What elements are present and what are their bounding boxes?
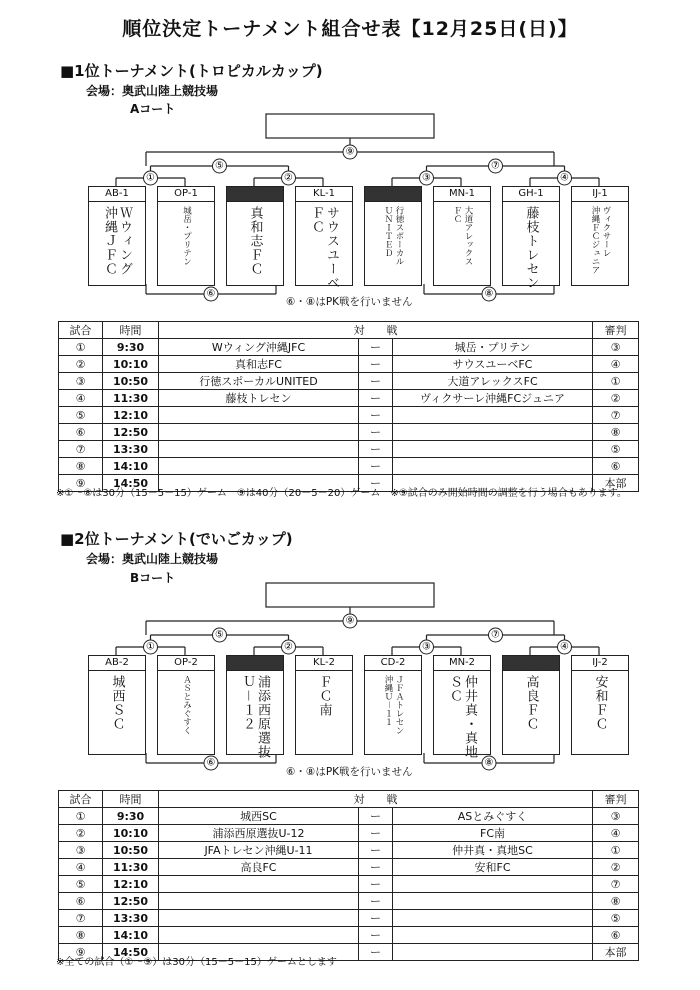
t2-cell-vs: ー [359, 876, 393, 893]
t1-cell-match-no: ② [59, 356, 103, 373]
t1-cell-referee: ④ [593, 356, 639, 373]
t1-note: ※①～⑧は30分（15－5－15）ゲーム ⑨は40分（20－5－20）ゲーム ※⑨試合のみ開始時間の調整を行う場合もあります。 [56, 488, 627, 499]
t1-label-4: ④ [560, 172, 569, 184]
t1-cell-match-no: ⑧ [59, 458, 103, 475]
t1-table-row [59, 339, 639, 356]
t2-cell-team-a [159, 893, 359, 910]
t1-team-box-2 [157, 186, 215, 286]
t2-schedule-table [58, 790, 639, 961]
t2-team-name-7: 高良ＦＣ [523, 675, 539, 731]
t2-col-ref: 審判 [593, 791, 639, 808]
t1-table-row [59, 373, 639, 390]
t1-team-box-4 [295, 186, 353, 290]
t1-col-time: 時間 [103, 322, 159, 339]
t1-cell-team-b [393, 458, 593, 475]
t1-cell-team-a: 真和志FC [159, 356, 359, 373]
t2-team-box-3 [226, 655, 284, 759]
t2-label-4: ④ [560, 641, 569, 653]
t1-table-row [59, 390, 639, 407]
t2-cell-match-no: ⑧ [59, 927, 103, 944]
t2-cell-vs: ー [359, 842, 393, 859]
t1-cell-team-a: Wウィング沖縄JFC [159, 339, 359, 356]
t2-cell-referee: ⑥ [593, 927, 639, 944]
t1-cell-referee: ⑥ [593, 458, 639, 475]
t2-col-no: 試合 [59, 791, 103, 808]
t2-venue: 会場：奥武山陸上競技場 [86, 552, 219, 566]
t2-cell-vs: ー [359, 927, 393, 944]
t1-cell-vs: ー [359, 424, 393, 441]
t1-cell-time: 11:30 [103, 390, 159, 407]
t1-label-6-num: ⑥ [206, 288, 216, 300]
t1-table-row [59, 441, 639, 458]
t2-cell-team-a: 浦添西原選抜U-12 [159, 825, 359, 842]
t1-cell-team-b [393, 441, 593, 458]
t1-team-box-8 [571, 186, 629, 286]
t2-pk-note: ⑥・⑧はPK戦を行いません [286, 766, 413, 778]
t1-team-code-6: MN-1 [434, 187, 490, 202]
t1-cell-match-no: ④ [59, 390, 103, 407]
t2-cell-time: 10:10 [103, 825, 159, 842]
t2-team-name-1: 城西ＳＣ [109, 675, 125, 731]
t1-table-row [59, 407, 639, 424]
t1-team-code-2: OP-1 [158, 187, 214, 202]
t2-cell-team-a [159, 927, 359, 944]
t1-cell-time: 14:50 [103, 475, 159, 492]
t2-table-header [59, 791, 639, 808]
t1-cell-time: 12:50 [103, 424, 159, 441]
page-title: 順位決定トーナメント組合せ表【12月25日(日)】 [122, 18, 578, 40]
t1-team-name-2: 城岳・プリテン [181, 206, 192, 266]
t1-team-name-1: Ｗウィング 沖縄ＪＦＣ [102, 206, 132, 276]
t1-cell-match-no: ⑨ [59, 475, 103, 492]
t1-team-code-4: KL-1 [296, 187, 352, 202]
t2-cell-team-a [159, 910, 359, 927]
t1-cell-team-b: 城岳・プリテン [393, 339, 593, 356]
t2-cell-team-a [159, 876, 359, 893]
t1-cell-team-b: 大道アレックスFC [393, 373, 593, 390]
t1-team-box-6 [433, 186, 491, 286]
t2-team-code-1: AB-2 [89, 656, 145, 671]
t2-cell-match-no: ① [59, 808, 103, 825]
t2-label-2: ② [284, 641, 293, 653]
t2-team-name-8: 安和ＦＣ [592, 675, 608, 731]
t2-team-box-5 [364, 655, 422, 755]
t2-table-row [59, 825, 639, 842]
t1-label-7: ⑦ [491, 160, 500, 172]
t1-cell-team-a [159, 407, 359, 424]
t2-cell-team-b: 安和FC [393, 859, 593, 876]
t1-team-name-5: 行徳スポーカル ＵＮＩＴＥＤ [383, 206, 404, 266]
t2-note: ※全ての試合（①～⑨）は30分（15－5－15）ゲームとします [56, 957, 337, 968]
t2-table-row [59, 859, 639, 876]
t1-team-name-6: 大道アレックス ＦＣ [452, 206, 473, 266]
t1-cell-team-a: 藤枝トレセン [159, 390, 359, 407]
t2-cell-vs: ー [359, 910, 393, 927]
t1-team-code-7: GH-1 [503, 187, 559, 202]
t1-cell-time: 13:30 [103, 441, 159, 458]
t2-cell-match-no: ④ [59, 859, 103, 876]
t1-cell-referee: ② [593, 390, 639, 407]
t2-cell-team-b: FC南 [393, 825, 593, 842]
t2-label-3: ③ [422, 641, 431, 653]
t1-team-code-5: CD-1 [365, 187, 421, 202]
t1-cell-team-b: サウスユーベFC [393, 356, 593, 373]
t1-cell-vs: ー [359, 458, 393, 475]
t1-team-name-7: 藤枝トレセン [523, 206, 539, 290]
t2-cell-referee: ② [593, 859, 639, 876]
t2-table-row [59, 842, 639, 859]
t2-label-6-num: ⑥ [206, 757, 216, 769]
t1-cell-referee: ⑧ [593, 424, 639, 441]
t1-team-box-7 [502, 186, 560, 290]
t1-cell-vs: ー [359, 475, 393, 492]
t2-team-name-2: ＡＳとみぐすく [181, 675, 192, 735]
t1-label-9: ⑨ [345, 146, 355, 158]
t1-cell-vs: ー [359, 373, 393, 390]
t2-team-box-7 [502, 655, 560, 755]
t1-court: Aコート [130, 102, 176, 116]
t2-cell-team-b: 仲井真・真地SC [393, 842, 593, 859]
t1-cell-match-no: ① [59, 339, 103, 356]
t2-heading: ■2位トーナメント(でいごカップ) [60, 530, 293, 548]
t2-team-box-6 [433, 655, 491, 759]
t1-col-match: 対 戦 [159, 322, 593, 339]
t2-cell-team-b [393, 910, 593, 927]
t2-team-name-4: ＦＣ南 [316, 675, 332, 717]
t2-team-code-3: EF-2 [227, 656, 283, 671]
t1-cell-match-no: ⑦ [59, 441, 103, 458]
t1-team-code-1: AB-1 [89, 187, 145, 202]
t2-cell-team-b [393, 893, 593, 910]
t1-cell-team-a: 行徳スポーカルUNITED [159, 373, 359, 390]
t1-heading: ■1位トーナメント(トロピカルカップ) [60, 62, 323, 80]
t1-cell-match-no: ⑥ [59, 424, 103, 441]
t1-cell-team-b [393, 407, 593, 424]
t2-table-row [59, 910, 639, 927]
t2-cell-referee: ③ [593, 808, 639, 825]
t1-team-box-5 [364, 186, 422, 286]
t1-team-name-8: ヴィクサーレ 沖縄ＦＣジュニア [590, 206, 611, 274]
t2-team-name-3: 浦添西原選抜 Ｕ－１２ [240, 675, 270, 759]
t1-team-code-3: EF-1 [227, 187, 283, 202]
t2-cell-time: 14:50 [103, 944, 159, 961]
t2-label-1: ① [146, 641, 155, 653]
t1-venue: 会場：奥武山陸上競技場 [86, 84, 219, 98]
t1-cell-time: 12:10 [103, 407, 159, 424]
t1-cell-referee: ① [593, 373, 639, 390]
t2-team-code-4: KL-2 [296, 656, 352, 671]
t2-cell-time: 13:30 [103, 910, 159, 927]
t1-team-name-4: サウスユーベ ＦＣ [309, 206, 339, 290]
t1-cell-vs: ー [359, 390, 393, 407]
t1-cell-vs: ー [359, 339, 393, 356]
t1-col-ref: 審判 [593, 322, 639, 339]
t1-cell-vs: ー [359, 407, 393, 424]
t1-table-header [59, 322, 639, 339]
t1-schedule-table [58, 321, 639, 492]
t1-cell-match-no: ⑤ [59, 407, 103, 424]
t1-cell-time: 14:10 [103, 458, 159, 475]
t2-team-code-7: GH-2 [503, 656, 559, 671]
t2-cell-team-b [393, 876, 593, 893]
t1-label-1: ① [146, 172, 155, 184]
t2-team-code-6: MN-2 [434, 656, 490, 671]
t2-cell-referee: ⑦ [593, 876, 639, 893]
t1-label-3: ③ [422, 172, 431, 184]
t2-table-row [59, 876, 639, 893]
t2-court: Bコート [130, 571, 176, 585]
t2-cell-referee: ④ [593, 825, 639, 842]
t1-cell-match-no: ③ [59, 373, 103, 390]
t2-table-row [59, 808, 639, 825]
t1-cell-vs: ー [359, 356, 393, 373]
t2-cell-time: 12:10 [103, 876, 159, 893]
t2-cell-team-b [393, 927, 593, 944]
t1-cell-time: 9:30 [103, 339, 159, 356]
t2-cell-vs: ー [359, 859, 393, 876]
t2-label-7: ⑦ [491, 629, 500, 641]
t1-cell-referee: ③ [593, 339, 639, 356]
t2-cell-referee: 本部 [593, 944, 639, 961]
t1-table-row [59, 458, 639, 475]
t2-cell-match-no: ⑥ [59, 893, 103, 910]
t2-cell-match-no: ⑦ [59, 910, 103, 927]
t2-team-box-4 [295, 655, 353, 755]
t2-cell-match-no: ② [59, 825, 103, 842]
t1-cell-referee: ⑦ [593, 407, 639, 424]
t2-team-box-2 [157, 655, 215, 755]
t2-cell-time: 9:30 [103, 808, 159, 825]
t1-team-code-8: IJ-1 [572, 187, 628, 202]
t2-cell-team-a: 高良FC [159, 859, 359, 876]
t1-cell-team-a [159, 441, 359, 458]
t2-cell-team-a: JFAトレセン沖縄U-11 [159, 842, 359, 859]
t2-label-5: ⑤ [215, 629, 224, 641]
t2-cell-team-b [393, 944, 593, 961]
t1-cell-team-a [159, 458, 359, 475]
t2-table-row [59, 927, 639, 944]
t1-cell-team-b [393, 424, 593, 441]
t1-col-no: 試合 [59, 322, 103, 339]
t2-team-box-8 [571, 655, 629, 755]
t2-cell-referee: ⑧ [593, 893, 639, 910]
t2-col-time: 時間 [103, 791, 159, 808]
t2-cell-vs: ー [359, 808, 393, 825]
t2-label-9: ⑨ [345, 615, 355, 627]
t2-cell-vs: ー [359, 893, 393, 910]
t2-team-code-5: CD-2 [365, 656, 421, 671]
t2-team-name-5: ＪＦＡトレセン 沖縄Ｕ－１１ [383, 675, 404, 735]
t2-team-code-8: IJ-2 [572, 656, 628, 671]
t1-pk-note: ⑥・⑧はPK戦を行いません [286, 296, 413, 308]
t1-table-row [59, 356, 639, 373]
t2-label-8-num: ⑧ [484, 757, 494, 769]
t1-label-8-num: ⑧ [484, 288, 494, 300]
t1-cell-team-b: ヴィクサーレ沖縄FCジュニア [393, 390, 593, 407]
t2-team-name-6: 仲井真・真地 ＳＣ [447, 675, 477, 759]
t1-cell-team-a [159, 424, 359, 441]
t2-cell-match-no: ③ [59, 842, 103, 859]
t1-team-name-3: 真和志ＦＣ [247, 206, 263, 276]
t2-cell-time: 11:30 [103, 859, 159, 876]
t1-team-box-1 [88, 186, 146, 286]
t1-cell-referee: 本部 [593, 475, 639, 492]
t2-final-box [266, 583, 434, 607]
t2-cell-team-a: 城西SC [159, 808, 359, 825]
t2-team-code-2: OP-2 [158, 656, 214, 671]
t2-cell-time: 12:50 [103, 893, 159, 910]
t2-cell-referee: ① [593, 842, 639, 859]
t2-cell-time: 14:10 [103, 927, 159, 944]
t1-cell-referee: ⑤ [593, 441, 639, 458]
t2-col-match: 対 戦 [159, 791, 593, 808]
t2-cell-vs: ー [359, 825, 393, 842]
t1-label-2: ② [284, 172, 293, 184]
t1-final-box [266, 114, 434, 138]
t1-cell-time: 10:50 [103, 373, 159, 390]
t1-label-5: ⑤ [215, 160, 224, 172]
t1-cell-time: 10:10 [103, 356, 159, 373]
t2-table-row [59, 893, 639, 910]
t2-cell-referee: ⑤ [593, 910, 639, 927]
t2-team-box-1 [88, 655, 146, 755]
t2-cell-team-b: ASとみぐすく [393, 808, 593, 825]
t2-cell-match-no: ⑨ [59, 944, 103, 961]
t1-cell-vs: ー [359, 441, 393, 458]
t1-team-box-3 [226, 186, 284, 286]
t2-cell-vs: ー [359, 944, 393, 961]
t1-table-row [59, 424, 639, 441]
t2-cell-match-no: ⑤ [59, 876, 103, 893]
t2-cell-time: 10:50 [103, 842, 159, 859]
